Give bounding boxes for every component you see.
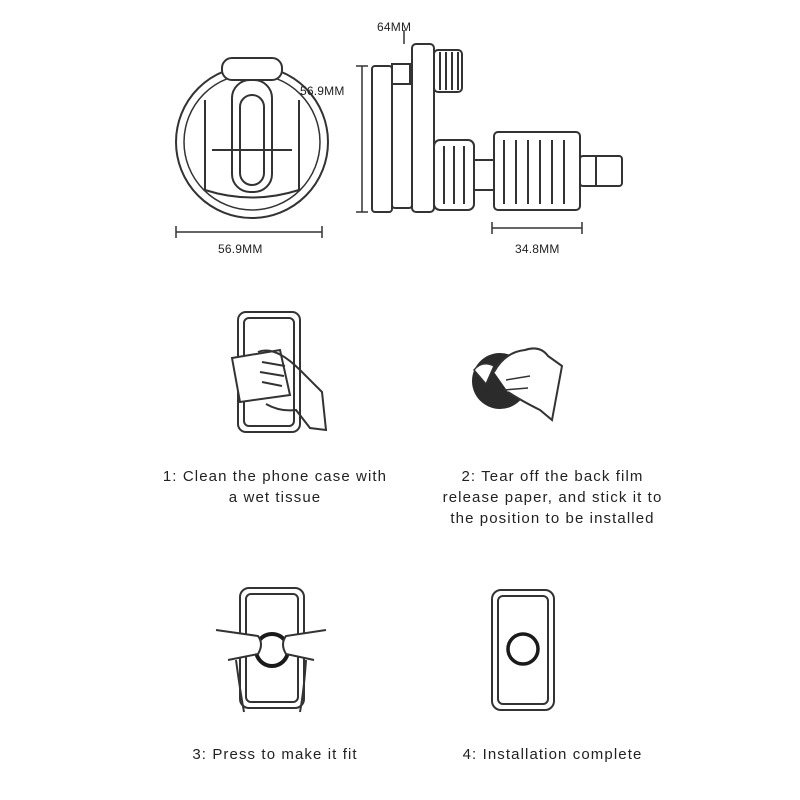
step-2-line1: Tear off the back film bbox=[481, 468, 644, 485]
step-2-caption bbox=[405, 466, 700, 529]
side-view-holder bbox=[372, 44, 622, 212]
step-2-line2: release paper, and stick it to bbox=[442, 489, 663, 506]
side-depth-label: 64MM bbox=[377, 20, 412, 34]
step-3-caption bbox=[130, 744, 420, 765]
step-1-number: 1: bbox=[162, 468, 178, 485]
wipe-phone-icon bbox=[232, 312, 326, 432]
step-4-caption bbox=[405, 744, 700, 765]
step-4-number: 4: bbox=[462, 746, 478, 763]
front-view-holder bbox=[176, 58, 328, 218]
peel-film-icon bbox=[472, 348, 562, 420]
step-1-line1: Clean the phone case with bbox=[182, 468, 388, 485]
step-3-line1: Press to make it fit bbox=[212, 746, 358, 763]
step-2-number: 2: bbox=[461, 468, 477, 485]
clip-length-label: 34.8MM bbox=[515, 242, 560, 256]
side-height-label: 56.9MM bbox=[300, 84, 345, 98]
side-height-dimension bbox=[356, 66, 368, 212]
installed-ring-icon bbox=[492, 590, 554, 710]
press-ring-icon bbox=[216, 588, 326, 712]
step-1-line2: a wet tissue bbox=[228, 489, 322, 506]
front-width-dimension bbox=[176, 226, 322, 238]
front-width-label: 56.9MM bbox=[218, 242, 263, 256]
step-4-line1: Installation complete bbox=[482, 746, 643, 763]
step-2-line3: the position to be installed bbox=[450, 510, 655, 527]
step-3-number: 3: bbox=[192, 746, 208, 763]
step-1-caption bbox=[130, 466, 420, 508]
clip-length-dimension bbox=[492, 222, 582, 234]
